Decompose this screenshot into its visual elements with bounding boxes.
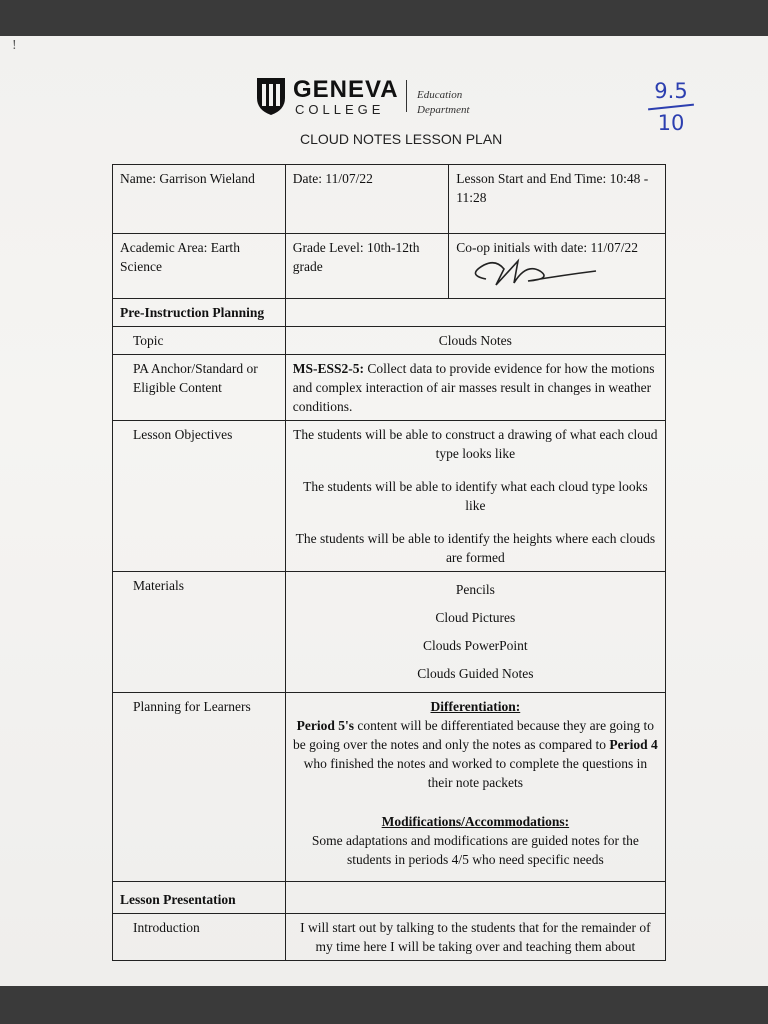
shield-icon (255, 76, 287, 116)
topic-value: Clouds Notes (285, 327, 665, 355)
grade-denominator: 10 (657, 111, 685, 135)
handwritten-grade (646, 78, 696, 136)
department-name: Education Department (417, 89, 470, 116)
standard-row (113, 355, 666, 421)
objective-item: The students will be able to identify the heights where each clouds are formed (295, 531, 656, 565)
introduction-label: Introduction (113, 914, 286, 961)
modifications-text: Some adaptations and modifications are guided notes for the students in periods 4/5 who need specific needs (311, 833, 639, 867)
objectives-label: Lesson Objectives (113, 421, 286, 572)
introduction-text: I will start out by talking to the students that for the remainder of my time here I will be taking over and teaching them about (285, 914, 665, 961)
introduction-row (113, 914, 666, 961)
pre-instruction-heading: Pre-Instruction Planning (113, 299, 286, 327)
differentiation-heading: Differentiation: (430, 699, 521, 714)
standard-label: PA Anchor/Standard or Eligible Content (113, 355, 286, 421)
material-item: Pencils (455, 582, 495, 597)
objectives-list (285, 421, 665, 572)
college-name: GENEVA (293, 76, 399, 103)
material-item: Cloud Pictures (435, 610, 516, 625)
grade-level-cell: Grade Level: 10th-12th grade (285, 234, 448, 299)
margin-mark: ! (12, 38, 17, 53)
objectives-row (113, 421, 666, 572)
empty-cell (285, 882, 665, 914)
grade-numerator: 9.5 (654, 79, 688, 103)
planning-label: Planning for Learners (113, 693, 286, 882)
standard-text: Collect data to provide evidence for how the motions and complex interaction of air masses result in changes in weather conditions. (292, 361, 655, 414)
topic-label: Topic (113, 327, 286, 355)
standard-value (285, 355, 665, 421)
differentiation-text: Period 5's content will be differentiated because they are going to be going over the notes and only the notes as compared to Period 4 who finished the notes and worked to complete the questions in their note packets (292, 718, 658, 790)
pre-instruction-header-row (113, 299, 666, 327)
academic-area-cell: Academic Area: Earth Science (113, 234, 286, 299)
coop-initials-text: Co-op initials with date: 11/07/22 (456, 240, 638, 255)
empty-cell (285, 299, 665, 327)
materials-label: Materials (113, 572, 286, 693)
topic-row (113, 327, 666, 355)
material-item: Clouds Guided Notes (417, 666, 534, 681)
materials-list (285, 572, 665, 693)
college-logo (255, 76, 485, 120)
planning-content (285, 693, 665, 882)
presentation-heading: Lesson Presentation (113, 882, 286, 914)
coop-cell (449, 234, 666, 299)
info-row-1 (113, 165, 666, 234)
document-title: CLOUD NOTES LESSON PLAN (300, 131, 503, 147)
planning-row (113, 693, 666, 882)
presentation-header-row (113, 882, 666, 914)
date-cell: Date: 11/07/22 (285, 165, 448, 234)
signature-scribble (456, 257, 606, 287)
objective-item: The students will be able to construct a drawing of what each cloud type looks like (293, 427, 658, 461)
college-sub: COLLEGE (295, 102, 385, 117)
lesson-plan-table (112, 164, 666, 961)
material-item: Clouds PowerPoint (423, 638, 528, 653)
info-row-2 (113, 234, 666, 299)
name-cell: Name: Garrison Wieland (113, 165, 286, 234)
objective-item: The students will be able to identify what each cloud type looks like (303, 479, 648, 513)
logo-divider (406, 80, 407, 112)
materials-row (113, 572, 666, 693)
standard-code: MS-ESS2-5: (292, 361, 364, 376)
lesson-time-cell: Lesson Start and End Time: 10:48 - 11:28 (449, 165, 666, 234)
modifications-heading: Modifications/Accommodations: (381, 814, 570, 829)
